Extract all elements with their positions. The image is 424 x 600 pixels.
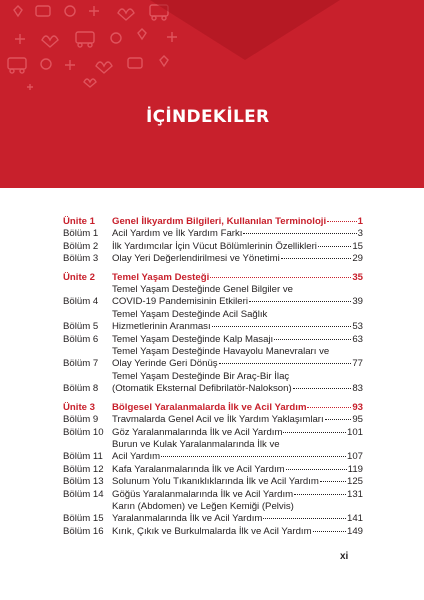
toc-chapter-entry[interactable] xyxy=(63,501,363,526)
toc-chapter-entry[interactable] xyxy=(63,346,363,371)
toc-dot-leader xyxy=(307,407,351,408)
toc-entry-page: 83 xyxy=(352,383,363,395)
header-fold xyxy=(150,0,340,60)
table-of-contents xyxy=(63,216,363,538)
toc-entry-label: Bölüm 3 xyxy=(63,253,99,265)
toc-entry-label: Bölüm 5 xyxy=(63,321,99,333)
toc-dot-leader xyxy=(212,326,352,327)
toc-entry-label: Bölüm 7 xyxy=(63,358,99,370)
toc-chapter-entry[interactable] xyxy=(63,334,363,346)
toc-entry-page: 3 xyxy=(357,228,363,240)
toc-entry-title: Acil Yardım ve İlk Yardım Farkı xyxy=(112,228,243,240)
page-number: xi xyxy=(340,551,349,562)
toc-entry-label: Bölüm 6 xyxy=(63,333,99,345)
toc-entry-title: Temel Yaşam Desteğinde Havayolu Manevraları ve xyxy=(112,346,330,358)
toc-entry-title: İlk Yardımcılar İçin Vücut Bölümlerinin Özellikleri xyxy=(112,240,317,252)
toc-entry-title: Göğüs Yaralanmalarında İlk ve Acil Yardım xyxy=(112,488,294,500)
toc-entry-page: 131 xyxy=(346,488,363,500)
toc-entry-title: Acil Yardım xyxy=(112,451,161,463)
toc-unit-entry[interactable] xyxy=(63,272,363,284)
toc-chapter-entry[interactable] xyxy=(63,241,363,253)
toc-entry-page: 101 xyxy=(346,426,363,438)
toc-dot-leader xyxy=(293,388,352,389)
toc-entry-label: Bölüm 14 xyxy=(63,488,104,500)
toc-entry-title: Temel Yaşam Desteğinde Kalp Masajı xyxy=(112,333,274,345)
toc-entry-title: Burun ve Kulak Yaralanmalarında İlk ve xyxy=(112,438,280,450)
toc-entry-title: Olay Yerinde Geri Dönüş xyxy=(112,358,218,370)
toc-entry-label: Ünite 3 xyxy=(63,401,95,413)
toc-entry-title: Temel Yaşam Desteğinde Acil Sağlık xyxy=(112,308,268,320)
toc-entry-page: 35 xyxy=(352,271,363,283)
toc-entry-label: Ünite 2 xyxy=(63,271,95,283)
toc-entry-page: 95 xyxy=(352,414,363,426)
toc-entry-page: 93 xyxy=(352,401,363,413)
toc-entry-label: Bölüm 13 xyxy=(63,476,104,488)
toc-entry-title: Temel Yaşam Desteğinde Bir Araç-Bir İlaç xyxy=(112,370,290,382)
toc-dot-leader xyxy=(327,221,357,222)
toc-chapter-entry[interactable] xyxy=(63,284,363,309)
toc-dot-leader xyxy=(219,363,352,364)
toc-entry-page: 149 xyxy=(346,525,363,537)
toc-chapter-entry[interactable] xyxy=(63,414,363,426)
toc-entry-title: Hizmetlerinin Aranması xyxy=(112,321,211,333)
toc-entry-label: Bölüm 2 xyxy=(63,240,99,252)
toc-dot-leader xyxy=(263,518,346,519)
toc-dot-leader xyxy=(281,258,352,259)
toc-entry-page: 107 xyxy=(346,451,363,463)
toc-chapter-entry[interactable] xyxy=(63,228,363,240)
toc-chapter-entry[interactable] xyxy=(63,427,363,439)
toc-dot-leader xyxy=(313,531,346,532)
toc-entry-title: COVID-19 Pandemisinin Etkileri xyxy=(112,296,248,308)
toc-chapter-entry[interactable] xyxy=(63,489,363,501)
toc-entry-page: 125 xyxy=(346,476,363,488)
toc-entry-title: Yaralanmalarında İlk ve Acil Yardım xyxy=(112,513,263,525)
toc-unit-entry[interactable] xyxy=(63,216,363,228)
toc-entry-title: Göz Yaralanmalarında İlk ve Acil Yardım xyxy=(112,426,283,438)
toc-entry-label: Bölüm 1 xyxy=(63,228,99,240)
toc-chapter-entry[interactable] xyxy=(63,439,363,464)
toc-entry-page: 63 xyxy=(352,333,363,345)
toc-chapter-entry[interactable] xyxy=(63,309,363,334)
header-banner xyxy=(0,0,424,188)
toc-entry-page: 77 xyxy=(352,358,363,370)
toc-entry-page: 29 xyxy=(352,253,363,265)
toc-entry-title: Kırık, Çıkık ve Burkulmalarda İlk ve Acil Yardım xyxy=(112,525,312,537)
toc-entry-page: 119 xyxy=(347,463,363,475)
toc-entry-page: 53 xyxy=(352,321,363,333)
toc-entry-title: Temel Yaşam Desteği xyxy=(112,271,210,283)
toc-dot-leader xyxy=(283,432,346,433)
page-title: İÇİNDEKİLER xyxy=(146,107,270,127)
toc-chapter-entry[interactable] xyxy=(63,371,363,396)
toc-chapter-entry[interactable] xyxy=(63,526,363,538)
toc-entry-label: Ünite 1 xyxy=(63,216,95,227)
toc-dot-leader xyxy=(161,456,346,457)
toc-dot-leader xyxy=(318,246,351,247)
toc-entry-title: Temel Yaşam Desteğinde Genel Bilgiler ve xyxy=(112,284,293,296)
toc-entry-page: 1 xyxy=(357,216,363,227)
toc-entry-label: Bölüm 15 xyxy=(63,513,104,525)
toc-dot-leader xyxy=(320,481,346,482)
toc-entry-page: 39 xyxy=(352,296,363,308)
toc-entry-title: Genel İlkyardım Bilgileri, Kullanılan Terminoloji xyxy=(112,216,327,227)
toc-entry-title: Travmalarda Genel Acil ve İlk Yardım Yaklaşımları xyxy=(112,414,324,426)
toc-entry-label: Bölüm 16 xyxy=(63,525,104,537)
toc-dot-leader xyxy=(286,469,347,470)
toc-entry-page: 15 xyxy=(352,240,363,252)
toc-entry-title: Olay Yeri Değerlendirilmesi ve Yönetimi xyxy=(112,253,280,265)
toc-entry-title: Karın (Abdomen) ve Leğen Kemiği (Pelvis) xyxy=(112,500,294,512)
toc-entry-label: Bölüm 4 xyxy=(63,296,99,308)
toc-entry-title: Solunum Yolu Tıkanıklıklarında İlk ve Acil Yardım xyxy=(112,476,319,488)
toc-entry-label: Bölüm 9 xyxy=(63,414,99,426)
toc-unit-entry[interactable] xyxy=(63,402,363,414)
toc-entry-label: Bölüm 8 xyxy=(63,383,99,395)
toc-entry-label: Bölüm 10 xyxy=(63,426,104,438)
toc-entry-title: (Otomatik Eksternal Defibrilatör-Nalokson) xyxy=(112,383,292,395)
toc-dot-leader xyxy=(325,419,352,420)
toc-chapter-entry[interactable] xyxy=(63,476,363,488)
toc-dot-leader xyxy=(210,277,351,278)
toc-entry-page: 141 xyxy=(346,513,363,525)
toc-dot-leader xyxy=(274,339,351,340)
toc-dot-leader xyxy=(294,494,346,495)
toc-chapter-entry[interactable] xyxy=(63,253,363,265)
toc-entry-title: Kafa Yaralanmalarında İlk ve Acil Yardım xyxy=(112,463,285,475)
toc-entry-label: Bölüm 11 xyxy=(63,451,103,463)
toc-dot-leader xyxy=(243,233,356,234)
toc-dot-leader xyxy=(249,301,351,302)
toc-entry-title: Bölgesel Yaralanmalarda İlk ve Acil Yardım xyxy=(112,401,307,413)
toc-chapter-entry[interactable] xyxy=(63,464,363,476)
toc-entry-label: Bölüm 12 xyxy=(63,463,104,475)
